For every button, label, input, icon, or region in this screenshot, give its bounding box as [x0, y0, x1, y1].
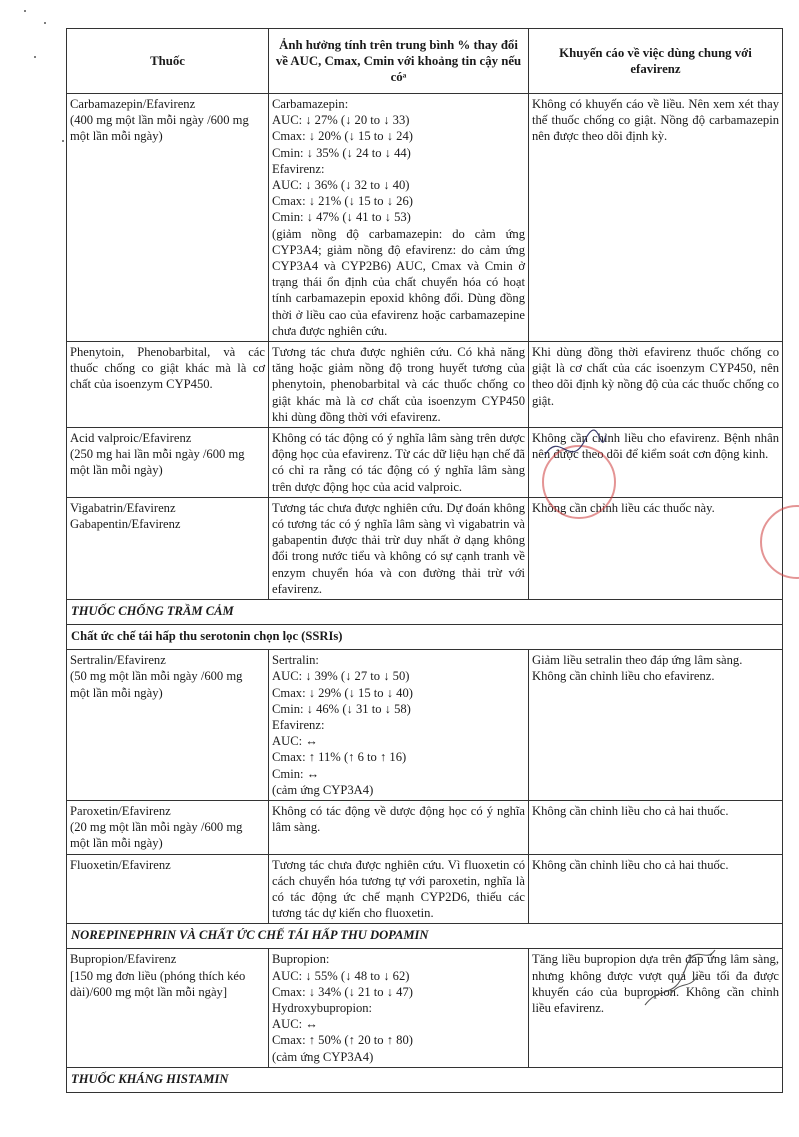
signature-scribble-icon [540, 425, 610, 475]
drug-name: Phenytoin, Phenobarbital, và các thuốc chống co giật khác mà là cơ chất của isoenzym CYP450. [70, 345, 265, 392]
table-row [67, 497, 783, 599]
effect-line: Không có tác động có ý nghĩa lâm sàng trên dược động học của efavirenz. Từ các dữ liệu hạn chế đã có chỉ ra rằng có tác động có ý nghĩa lâm sàng trên dược động học của acid valproic. [272, 431, 525, 494]
effect-note: (giảm nồng độ carbamazepin: do cảm ứng CYP3A4; giảm nồng độ efavirenz: do cảm ứng CYP3A4 và CYP2B6) AUC, Cmax và Cmin ở trạng thái ổn định của chất chuyển hóa có hoạt tính carbamazepin epoxid không đổi. Dùng đồng thời ở liều cao của efavirenz hoặc carbamazepine chưa được nghiên cứu. [272, 226, 525, 338]
effect-line: Cmax: ↓ 21% (↓ 15 to ↓ 26) [272, 194, 413, 209]
effect-line: Efavirenz: [272, 161, 325, 176]
drug-cell [67, 94, 269, 342]
drug-cell [67, 800, 269, 854]
effect-line: Cmax: ↑ 11% (↑ 6 to ↑ 16) [272, 750, 407, 765]
effect-line: Cmax: ↓ 29% (↓ 15 to ↓ 40) [272, 685, 413, 700]
subsection-title-ssri: Chất ức chế tái hấp thu serotonin chọn lọc (SSRIs) [67, 625, 783, 650]
effect-line: Không có tác động về dược động học có ý nghĩa lâm sàng. [272, 803, 525, 835]
effect-line: Cmin: ↓ 47% (↓ 41 to ↓ 53) [272, 210, 411, 225]
effect-cell [269, 497, 529, 599]
effect-line: Tương tác chưa được nghiên cứu. Có khả năng tăng hoặc giảm nồng độ trong huyết tương của phenytoin, phenobarbital và các thuốc chống co giật khác mà là cơ chất của isoenzym CYP450 khi dùng đồng thời với efavirenz. [272, 345, 525, 424]
effect-line: Cmax: ↑ 50% (↑ 20 to ↑ 80) [272, 1033, 413, 1048]
effect-line: Carbamazepin: [272, 97, 349, 111]
drug-cell [67, 949, 269, 1067]
table-header-row [67, 29, 783, 94]
drug-name: Carbamazepin/Efavirenz [70, 97, 196, 111]
effect-line: Cmin: ↔ [272, 766, 320, 781]
effect-cell [269, 650, 529, 801]
effect-line: Bupropion: [272, 952, 330, 967]
document-page [66, 28, 782, 1093]
effect-line: Cmin: ↓ 35% (↓ 24 to ↓ 44) [272, 145, 411, 160]
section-title-ndri: NOREPINEPHRIN VÀ CHẤT ỨC CHẾ TÁI HẤP THU DOPAMIN [67, 924, 783, 949]
effect-line: Hydroxybupropion: [272, 1000, 373, 1015]
effect-line: Efavirenz: [272, 717, 325, 732]
table-row [67, 94, 783, 342]
effect-line: Cmax: ↓ 34% (↓ 21 to ↓ 47) [272, 984, 413, 999]
drug-cell [67, 650, 269, 801]
scan-speck [34, 56, 36, 58]
drug-dose: (250 mg hai lần mỗi ngày /600 mg một lần mỗi ngày) [70, 447, 245, 478]
recommendation-cell: Không cần chỉnh liều cho cả hai thuốc. [529, 854, 783, 924]
header-drug: Thuốc [67, 29, 269, 94]
scan-speck [62, 140, 64, 142]
effect-line: AUC: ↔ [272, 734, 318, 749]
effect-cell [269, 949, 529, 1067]
effect-cell [269, 428, 529, 498]
effect-cell [269, 854, 529, 924]
effect-line: AUC: ↔ [272, 1017, 318, 1032]
table-row [67, 800, 783, 854]
drug-dose: [150 mg đơn liều (phóng thích kéo dài)/600 mg một lần mỗi ngày] [70, 968, 246, 999]
drug-cell [67, 497, 269, 599]
drug-name: Sertralin/Efavirenz [70, 653, 166, 668]
effect-line: AUC: ↓ 55% (↓ 48 to ↓ 62) [272, 968, 410, 983]
drug-cell [67, 854, 269, 924]
effect-line: AUC: ↓ 36% (↓ 32 to ↓ 40) [272, 178, 410, 193]
scan-speck [44, 22, 46, 24]
drug-name: Fluoxetin/Efavirenz [70, 857, 171, 872]
recommendation-cell: Tăng liều bupropion dựa trên đáp ứng lâm sàng, nhưng không được vượt quá liều tối đa được khuyến cáo của bupropion. Không cần chỉnh liều efavirenz. [529, 949, 783, 1067]
signature-scribble-icon [640, 945, 720, 1015]
table-row [67, 428, 783, 498]
drug-name: Bupropion/Efavirenz [70, 952, 177, 967]
section-row [67, 600, 783, 625]
section-title-antidepressant: THUỐC CHỐNG TRẦM CẢM [67, 600, 783, 625]
drug-dose: (400 mg một lần mỗi ngày /600 mg một lần mỗi ngày) [70, 113, 249, 144]
recommendation-cell: Không có khuyến cáo về liều. Nên xem xét thay thế thuốc chống co giật. Nồng độ carbamazepin nên được theo dõi định kỳ. [529, 94, 783, 342]
drug-cell [67, 428, 269, 498]
subsection-row [67, 625, 783, 650]
recommendation-cell: Giảm liều setralin theo đáp ứng lâm sàng. Không cần chỉnh liều cho efavirenz. [529, 650, 783, 801]
table-row [67, 342, 783, 428]
effect-line: Tương tác chưa được nghiên cứu. Dự đoán không có tương tác có ý nghĩa lâm sàng vì vigabatrin và gabapentin được thải trừ duy nhất ở dạng không đổi trong nước tiểu và không có sự cạnh tranh về enzym chuyển hóa và con đường thải trừ với efavirenz. [272, 500, 525, 596]
drug-dose: (50 mg một lần mỗi ngày /600 mg một lần mỗi ngày) [70, 669, 243, 700]
table-row [67, 650, 783, 801]
effect-cell [269, 342, 529, 428]
effect-line: Cmax: ↓ 20% (↓ 15 to ↓ 24) [272, 129, 413, 144]
interaction-table [66, 28, 783, 1093]
effect-line: Sertralin: [272, 653, 319, 668]
effect-line: Cmin: ↓ 46% (↓ 31 to ↓ 58) [272, 701, 411, 716]
drug-name: Paroxetin/Efavirenz [70, 803, 171, 818]
drug-cell [67, 342, 269, 428]
header-effect: Ảnh hưởng tính trên trung bình % thay đổi về AUC, Cmax, Cmin với khoảng tin cậy nếu cóᵃ [269, 29, 529, 94]
drug-name: Gabapentin/Efavirenz [70, 517, 181, 532]
section-title-antihistamine: THUỐC KHÁNG HISTAMIN [67, 1067, 783, 1092]
effect-cell [269, 800, 529, 854]
section-row [67, 1067, 783, 1092]
drug-dose: (20 mg một lần mỗi ngày /600 mg một lần mỗi ngày) [70, 820, 243, 851]
table-row [67, 854, 783, 924]
effect-cell [269, 94, 529, 342]
recommendation-cell: Không cần chỉnh liều các thuốc này. [529, 497, 783, 599]
effect-line: AUC: ↓ 27% (↓ 20 to ↓ 33) [272, 113, 410, 128]
effect-line: Tương tác chưa được nghiên cứu. Vì fluoxetin có cách chuyển hóa tương tự với paroxetin, nghĩa là có tác động ức chế mạnh CYP2D6, thiếu các tương tác dự kiến cho fluoxetin. [272, 857, 525, 921]
effect-line: AUC: ↓ 39% (↓ 27 to ↓ 50) [272, 669, 410, 684]
drug-name: Vigabatrin/Efavirenz [70, 500, 176, 515]
recommendation-cell: Không cần chỉnh liều cho cả hai thuốc. [529, 800, 783, 854]
recommendation-cell: Không cần chỉnh liều cho efavirenz. Bệnh nhân nên được theo dõi để kiểm soát cơn động kinh. [529, 428, 783, 498]
effect-line: (cảm ứng CYP3A4) [272, 782, 374, 797]
drug-name: Acid valproic/Efavirenz [70, 431, 192, 446]
scan-speck [24, 10, 26, 12]
header-recommendation: Khuyến cáo về việc dùng chung với efavirenz [529, 29, 783, 94]
recommendation-cell: Khi dùng đồng thời efavirenz thuốc chống co giật là cơ chất của các isoenzym CYP450, nên theo dõi định kỳ nồng độ của các thuốc chống co giật. [529, 342, 783, 428]
effect-line: (cảm ứng CYP3A4) [272, 1049, 374, 1064]
